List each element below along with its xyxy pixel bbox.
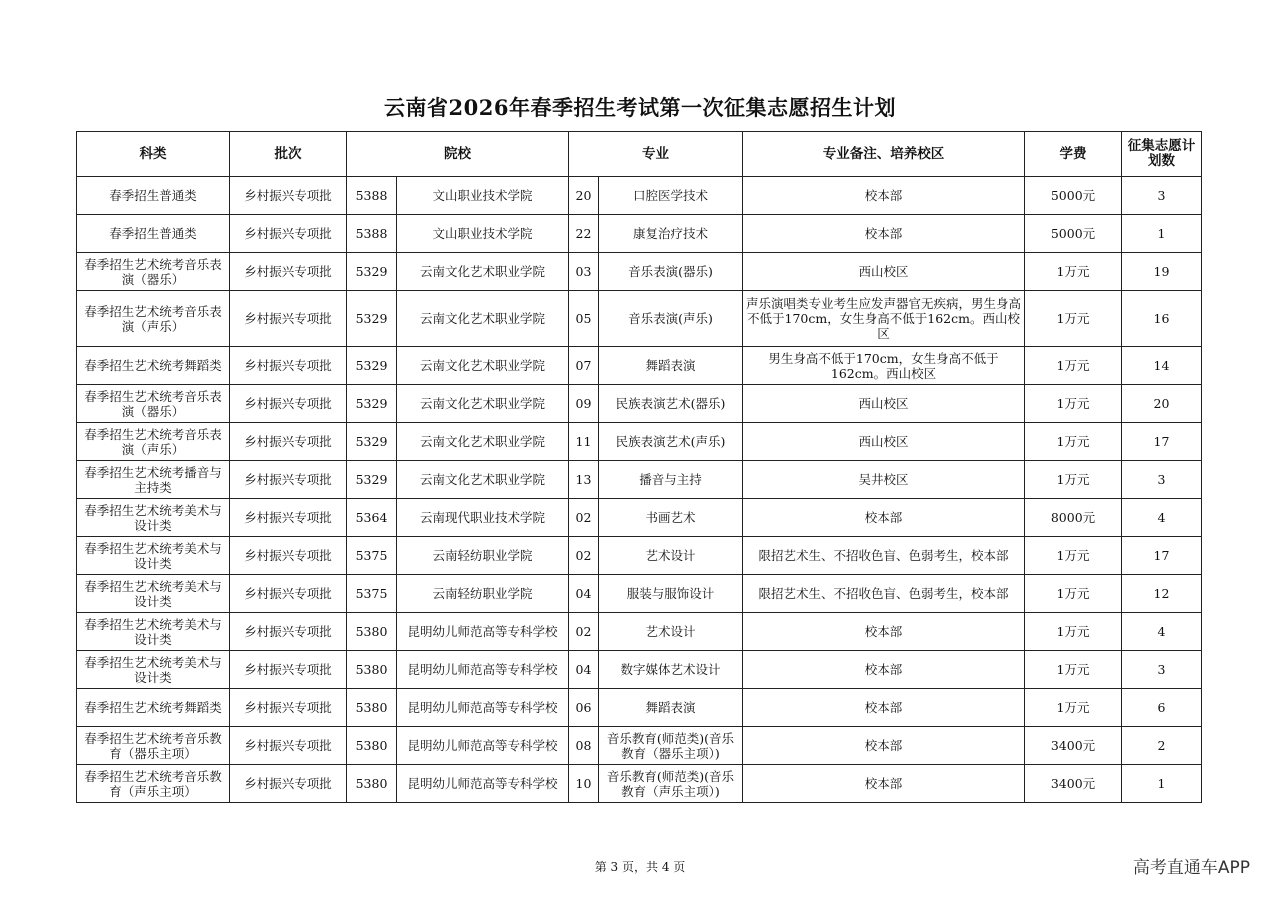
cell-school-code: 5329 <box>347 253 397 291</box>
table-row <box>77 499 1202 537</box>
cell-count: 16 <box>1122 291 1202 347</box>
table-row <box>77 727 1202 765</box>
cell-school-name: 昆明幼儿师范高等专科学校 <box>397 651 569 689</box>
cell-major-code: 02 <box>569 537 599 575</box>
table-row <box>77 613 1202 651</box>
cell-tuition: 5000元 <box>1025 215 1122 253</box>
header-major: 专业 <box>569 132 743 177</box>
cell-school-code: 5329 <box>347 461 397 499</box>
cell-category: 春季招生艺术统考舞蹈类 <box>77 347 230 385</box>
cell-batch: 乡村振兴专项批 <box>230 613 347 651</box>
cell-school-name: 昆明幼儿师范高等专科学校 <box>397 689 569 727</box>
cell-school-code: 5380 <box>347 727 397 765</box>
cell-tuition: 1万元 <box>1025 575 1122 613</box>
cell-major-code: 03 <box>569 253 599 291</box>
cell-tuition: 5000元 <box>1025 177 1122 215</box>
cell-remarks: 校本部 <box>743 651 1025 689</box>
cell-remarks: 校本部 <box>743 613 1025 651</box>
cell-count: 12 <box>1122 575 1202 613</box>
cell-tuition: 1万元 <box>1025 347 1122 385</box>
cell-school-code: 5364 <box>347 499 397 537</box>
table-header-row <box>77 132 1202 177</box>
cell-count: 20 <box>1122 385 1202 423</box>
cell-tuition: 1万元 <box>1025 537 1122 575</box>
cell-batch: 乡村振兴专项批 <box>230 177 347 215</box>
cell-batch: 乡村振兴专项批 <box>230 291 347 347</box>
table-row <box>77 537 1202 575</box>
cell-major-name: 书画艺术 <box>599 499 743 537</box>
cell-major-name: 康复治疗技术 <box>599 215 743 253</box>
cell-major-code: 02 <box>569 613 599 651</box>
cell-major-code: 09 <box>569 385 599 423</box>
cell-school-name: 昆明幼儿师范高等专科学校 <box>397 727 569 765</box>
cell-count: 17 <box>1122 423 1202 461</box>
cell-count: 2 <box>1122 727 1202 765</box>
cell-tuition: 8000元 <box>1025 499 1122 537</box>
cell-batch: 乡村振兴专项批 <box>230 253 347 291</box>
cell-major-name: 数字媒体艺术设计 <box>599 651 743 689</box>
cell-school-code: 5329 <box>347 291 397 347</box>
cell-major-name: 口腔医学技术 <box>599 177 743 215</box>
cell-school-name: 云南文化艺术职业学院 <box>397 253 569 291</box>
cell-count: 3 <box>1122 461 1202 499</box>
cell-category: 春季招生艺术统考美术与设计类 <box>77 575 230 613</box>
cell-major-code: 04 <box>569 575 599 613</box>
cell-category: 春季招生艺术统考舞蹈类 <box>77 689 230 727</box>
cell-batch: 乡村振兴专项批 <box>230 765 347 803</box>
cell-major-code: 22 <box>569 215 599 253</box>
cell-count: 6 <box>1122 689 1202 727</box>
cell-remarks: 西山校区 <box>743 385 1025 423</box>
cell-category: 春季招生艺术统考美术与设计类 <box>77 613 230 651</box>
cell-remarks: 男生身高不低于170cm，女生身高不低于162cm。西山校区 <box>743 347 1025 385</box>
cell-batch: 乡村振兴专项批 <box>230 537 347 575</box>
cell-remarks: 西山校区 <box>743 253 1025 291</box>
cell-major-code: 08 <box>569 727 599 765</box>
cell-major-name: 舞蹈表演 <box>599 347 743 385</box>
header-plan-count: 征集志愿计划数 <box>1122 132 1202 177</box>
cell-school-name: 云南文化艺术职业学院 <box>397 461 569 499</box>
cell-count: 4 <box>1122 499 1202 537</box>
cell-tuition: 1万元 <box>1025 385 1122 423</box>
cell-major-name: 艺术设计 <box>599 613 743 651</box>
table-row <box>77 765 1202 803</box>
cell-count: 4 <box>1122 613 1202 651</box>
cell-remarks: 校本部 <box>743 765 1025 803</box>
cell-count: 1 <box>1122 765 1202 803</box>
cell-major-code: 05 <box>569 291 599 347</box>
cell-batch: 乡村振兴专项批 <box>230 347 347 385</box>
table-row <box>77 461 1202 499</box>
cell-major-name: 音乐表演(器乐) <box>599 253 743 291</box>
cell-remarks: 限招艺术生、不招收色盲、色弱考生，校本部 <box>743 537 1025 575</box>
cell-batch: 乡村振兴专项批 <box>230 215 347 253</box>
cell-category: 春季招生艺术统考音乐教育（声乐主项） <box>77 765 230 803</box>
cell-school-code: 5388 <box>347 177 397 215</box>
cell-remarks: 吴井校区 <box>743 461 1025 499</box>
cell-remarks: 校本部 <box>743 177 1025 215</box>
cell-tuition: 1万元 <box>1025 651 1122 689</box>
cell-tuition: 1万元 <box>1025 423 1122 461</box>
cell-category: 春季招生艺术统考音乐表演（器乐） <box>77 253 230 291</box>
cell-category: 春季招生艺术统考美术与设计类 <box>77 651 230 689</box>
cell-school-name: 云南轻纺职业学院 <box>397 537 569 575</box>
cell-major-code: 13 <box>569 461 599 499</box>
table-row <box>77 385 1202 423</box>
cell-tuition: 1万元 <box>1025 253 1122 291</box>
cell-remarks: 校本部 <box>743 689 1025 727</box>
cell-count: 3 <box>1122 177 1202 215</box>
header-remarks: 专业备注、培养校区 <box>743 132 1025 177</box>
cell-tuition: 3400元 <box>1025 765 1122 803</box>
cell-category: 春季招生普通类 <box>77 215 230 253</box>
cell-tuition: 1万元 <box>1025 461 1122 499</box>
cell-major-name: 音乐教育(师范类)(音乐教育（声乐主项）) <box>599 765 743 803</box>
cell-school-code: 5329 <box>347 423 397 461</box>
cell-major-code: 10 <box>569 765 599 803</box>
page-title: 云南省2026年春季招生考试第一次征集志愿招生计划 <box>384 95 896 120</box>
table-row <box>77 423 1202 461</box>
cell-category: 春季招生艺术统考音乐教育（器乐主项） <box>77 727 230 765</box>
cell-remarks: 限招艺术生、不招收色盲、色弱考生，校本部 <box>743 575 1025 613</box>
watermark: 高考直通车APP <box>1132 858 1250 878</box>
cell-major-name: 播音与主持 <box>599 461 743 499</box>
table-row <box>77 177 1202 215</box>
table-row <box>77 651 1202 689</box>
header-category: 科类 <box>77 132 230 177</box>
cell-school-code: 5388 <box>347 215 397 253</box>
cell-school-code: 5380 <box>347 651 397 689</box>
cell-category: 春季招生艺术统考音乐表演（声乐） <box>77 291 230 347</box>
cell-remarks: 西山校区 <box>743 423 1025 461</box>
cell-tuition: 1万元 <box>1025 689 1122 727</box>
cell-count: 1 <box>1122 215 1202 253</box>
cell-school-name: 云南文化艺术职业学院 <box>397 291 569 347</box>
cell-category: 春季招生艺术统考美术与设计类 <box>77 499 230 537</box>
cell-major-name: 音乐表演(声乐) <box>599 291 743 347</box>
cell-batch: 乡村振兴专项批 <box>230 651 347 689</box>
cell-batch: 乡村振兴专项批 <box>230 499 347 537</box>
cell-school-name: 云南文化艺术职业学院 <box>397 423 569 461</box>
table-row <box>77 291 1202 347</box>
cell-major-name: 艺术设计 <box>599 537 743 575</box>
cell-category: 春季招生艺术统考美术与设计类 <box>77 537 230 575</box>
cell-remarks: 声乐演唱类专业考生应发声器官无疾病，男生身高不低于170cm，女生身高不低于162cm。西山校区 <box>743 291 1025 347</box>
page-footer: 第 3 页，共 4 页 <box>594 860 686 874</box>
cell-school-code: 5375 <box>347 575 397 613</box>
cell-major-code: 11 <box>569 423 599 461</box>
cell-remarks: 校本部 <box>743 215 1025 253</box>
cell-category: 春季招生艺术统考音乐表演（声乐） <box>77 423 230 461</box>
cell-major-name: 服装与服饰设计 <box>599 575 743 613</box>
cell-school-code: 5380 <box>347 613 397 651</box>
cell-major-code: 06 <box>569 689 599 727</box>
cell-school-name: 昆明幼儿师范高等专科学校 <box>397 613 569 651</box>
cell-tuition: 1万元 <box>1025 613 1122 651</box>
cell-school-name: 云南轻纺职业学院 <box>397 575 569 613</box>
cell-count: 19 <box>1122 253 1202 291</box>
cell-major-code: 07 <box>569 347 599 385</box>
cell-school-name: 文山职业技术学院 <box>397 215 569 253</box>
header-school: 院校 <box>347 132 569 177</box>
cell-major-name: 民族表演艺术(声乐) <box>599 423 743 461</box>
table-row <box>77 575 1202 613</box>
header-batch: 批次 <box>230 132 347 177</box>
table-row <box>77 689 1202 727</box>
cell-batch: 乡村振兴专项批 <box>230 385 347 423</box>
cell-school-name: 昆明幼儿师范高等专科学校 <box>397 765 569 803</box>
cell-major-code: 04 <box>569 651 599 689</box>
cell-school-name: 云南现代职业技术学院 <box>397 499 569 537</box>
cell-count: 17 <box>1122 537 1202 575</box>
cell-remarks: 校本部 <box>743 499 1025 537</box>
cell-count: 3 <box>1122 651 1202 689</box>
cell-major-name: 舞蹈表演 <box>599 689 743 727</box>
cell-category: 春季招生艺术统考音乐表演（器乐） <box>77 385 230 423</box>
cell-school-code: 5380 <box>347 765 397 803</box>
enrollment-plan-table <box>76 131 1202 803</box>
cell-school-code: 5380 <box>347 689 397 727</box>
cell-tuition: 1万元 <box>1025 291 1122 347</box>
cell-tuition: 3400元 <box>1025 727 1122 765</box>
cell-major-code: 02 <box>569 499 599 537</box>
cell-major-name: 音乐教育(师范类)(音乐教育（器乐主项）) <box>599 727 743 765</box>
cell-school-name: 文山职业技术学院 <box>397 177 569 215</box>
cell-major-code: 20 <box>569 177 599 215</box>
cell-count: 14 <box>1122 347 1202 385</box>
cell-category: 春季招生普通类 <box>77 177 230 215</box>
cell-school-code: 5375 <box>347 537 397 575</box>
cell-batch: 乡村振兴专项批 <box>230 461 347 499</box>
table-row <box>77 347 1202 385</box>
table-row <box>77 253 1202 291</box>
cell-school-name: 云南文化艺术职业学院 <box>397 347 569 385</box>
header-tuition: 学费 <box>1025 132 1122 177</box>
cell-batch: 乡村振兴专项批 <box>230 727 347 765</box>
cell-batch: 乡村振兴专项批 <box>230 689 347 727</box>
cell-category: 春季招生艺术统考播音与主持类 <box>77 461 230 499</box>
table-row <box>77 215 1202 253</box>
cell-batch: 乡村振兴专项批 <box>230 575 347 613</box>
cell-major-name: 民族表演艺术(器乐) <box>599 385 743 423</box>
cell-school-name: 云南文化艺术职业学院 <box>397 385 569 423</box>
cell-school-code: 5329 <box>347 347 397 385</box>
cell-batch: 乡村振兴专项批 <box>230 423 347 461</box>
cell-remarks: 校本部 <box>743 727 1025 765</box>
cell-school-code: 5329 <box>347 385 397 423</box>
